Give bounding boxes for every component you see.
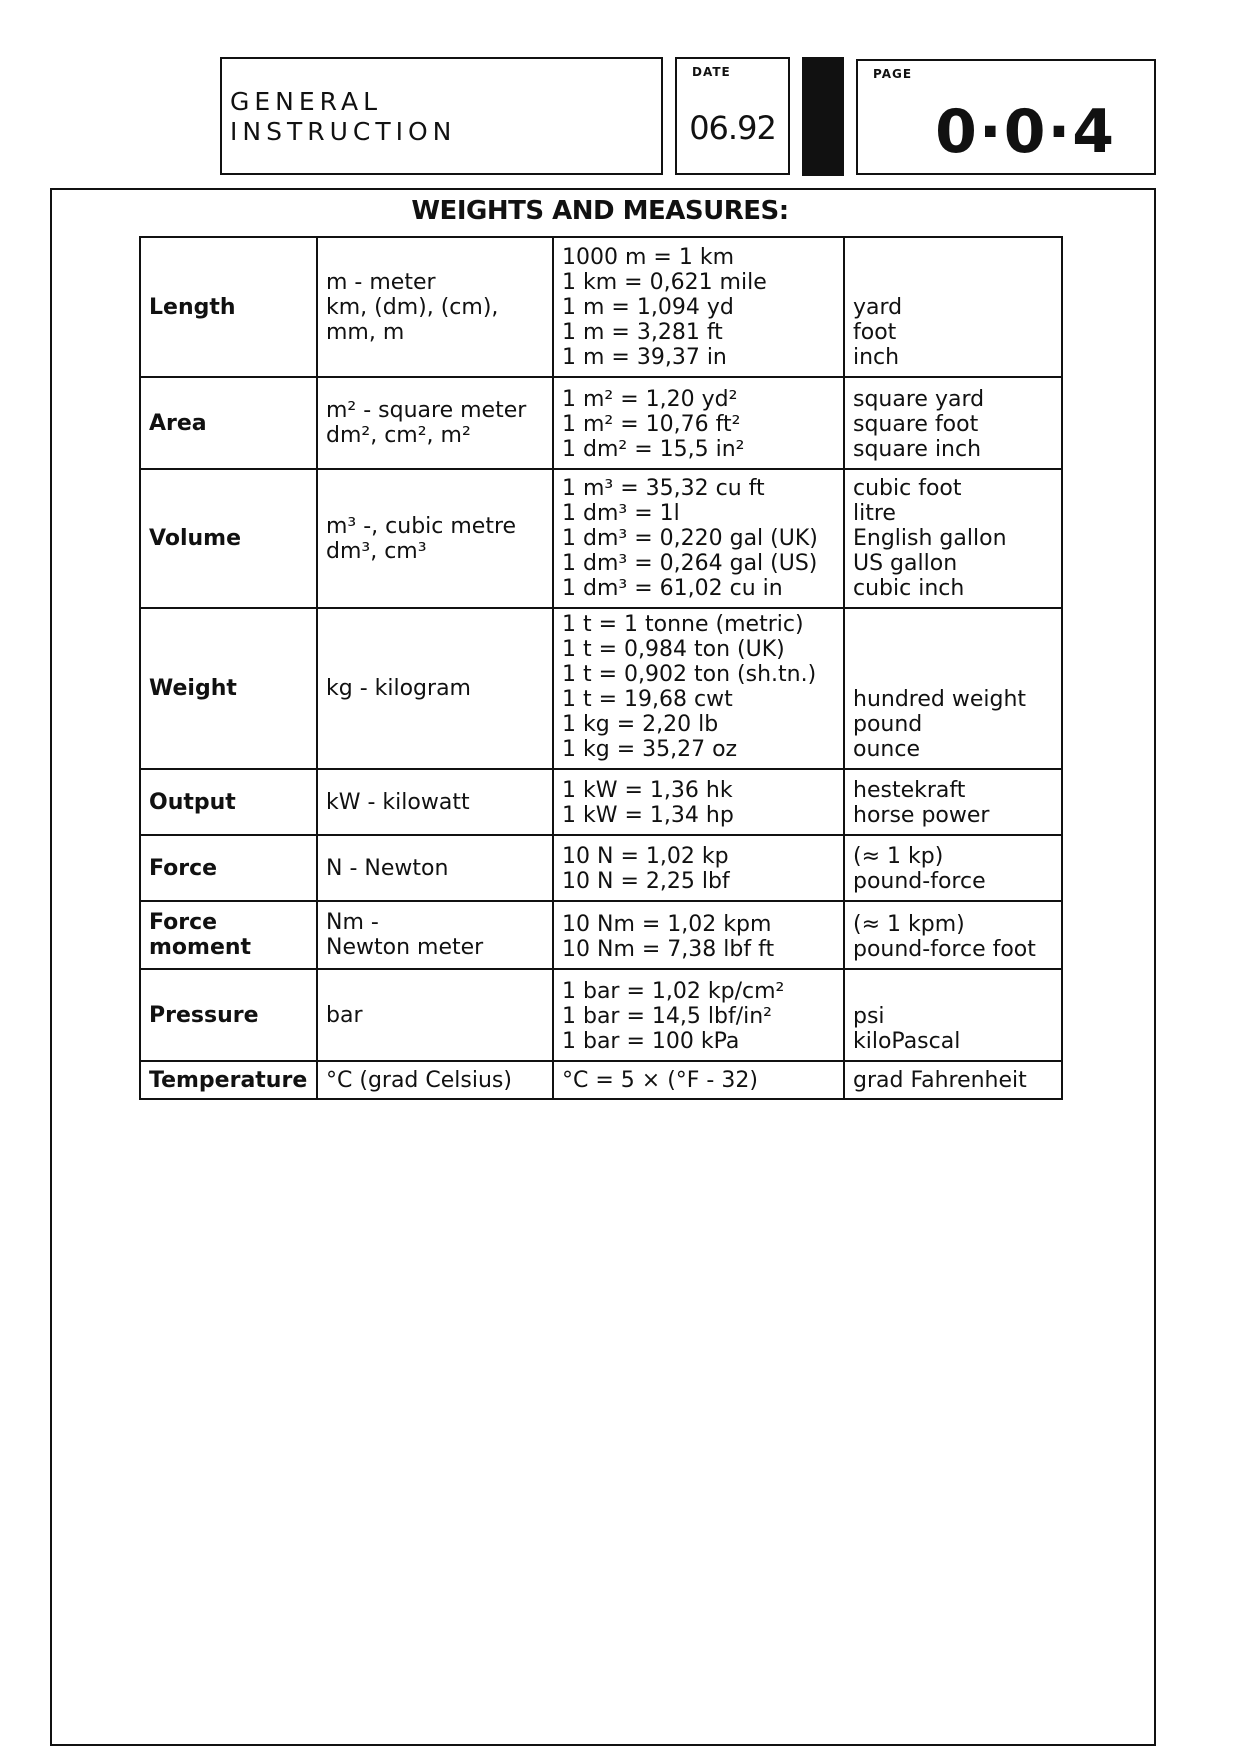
category-cell: Area: [140, 377, 317, 469]
conversion-cell: °C = 5 × (°F - 32): [553, 1061, 844, 1099]
conversion-cell: 1 bar = 1,02 kp/cm² 1 bar = 14,5 lbf/in² 1 bar = 100 kPa: [553, 969, 844, 1061]
table-row: [140, 1061, 1062, 1099]
page-number: 0·0·4: [935, 97, 1116, 167]
category-cell: Length: [140, 237, 317, 377]
category-cell: Weight: [140, 608, 317, 769]
english-unit-cell: yard foot inch: [844, 237, 1062, 377]
page-label: PAGE: [873, 67, 913, 81]
page-box: [856, 59, 1156, 175]
weights-measures-table: [139, 236, 1063, 1100]
table-row: [140, 469, 1062, 608]
si-unit-cell: kW - kilowatt: [317, 769, 553, 835]
si-unit-cell: m³ -, cubic metre dm³, cm³: [317, 469, 553, 608]
si-unit-cell: kg - kilogram: [317, 608, 553, 769]
conversion-cell: 1 m³ = 35,32 cu ft 1 dm³ = 1l 1 dm³ = 0,220 gal (UK) 1 dm³ = 0,264 gal (US) 1 dm³ = 61,02 cu in: [553, 469, 844, 608]
section-title: WEIGHTS AND MEASURES:: [411, 196, 789, 226]
date-value: 06.92: [689, 109, 776, 147]
conversion-cell: 10 Nm = 1,02 kpm 10 Nm = 7,38 lbf ft: [553, 901, 844, 969]
category-cell: Force: [140, 835, 317, 901]
si-unit-cell: bar: [317, 969, 553, 1061]
category-cell: Force moment: [140, 901, 317, 969]
si-unit-cell: °C (grad Celsius): [317, 1061, 553, 1099]
conversion-cell: 1 kW = 1,36 hk 1 kW = 1,34 hp: [553, 769, 844, 835]
si-unit-cell: N - Newton: [317, 835, 553, 901]
english-unit-cell: hestekraft horse power: [844, 769, 1062, 835]
category-cell: Temperature: [140, 1061, 317, 1099]
english-unit-cell: psi kiloPascal: [844, 969, 1062, 1061]
conversion-cell: 10 N = 1,02 kp 10 N = 2,25 lbf: [553, 835, 844, 901]
table-row: [140, 237, 1062, 377]
conversion-cell: 1000 m = 1 km 1 km = 0,621 mile 1 m = 1,094 yd 1 m = 3,281 ft 1 m = 39,37 in: [553, 237, 844, 377]
table-row: [140, 608, 1062, 769]
title-line-1: GENERAL: [230, 87, 383, 116]
title-line-2: INSTRUCTION: [230, 117, 457, 146]
english-unit-cell: (≈ 1 kp) pound-force: [844, 835, 1062, 901]
title-box: [220, 57, 663, 175]
black-marker: [802, 87, 844, 117]
category-cell: Output: [140, 769, 317, 835]
date-label: DATE: [692, 65, 731, 79]
black-marker: [802, 117, 844, 147]
date-box: [675, 57, 790, 175]
table-row: [140, 901, 1062, 969]
conversion-cell: 1 t = 1 tonne (metric) 1 t = 0,984 ton (UK) 1 t = 0,902 ton (sh.tn.) 1 t = 19,68 cwt 1 kg = 2,20 lb 1 kg = 35,27 oz: [553, 608, 844, 769]
category-cell: Volume: [140, 469, 317, 608]
si-unit-cell: m² - square meter dm², cm², m²: [317, 377, 553, 469]
english-unit-cell: grad Fahrenheit: [844, 1061, 1062, 1099]
black-marker: [802, 146, 844, 176]
english-unit-cell: (≈ 1 kpm) pound-force foot: [844, 901, 1062, 969]
table-row: [140, 377, 1062, 469]
table-row: [140, 769, 1062, 835]
si-unit-cell: Nm - Newton meter: [317, 901, 553, 969]
english-unit-cell: cubic foot litre English gallon US gallon cubic inch: [844, 469, 1062, 608]
table-row: [140, 969, 1062, 1061]
black-marker: [802, 57, 844, 87]
si-unit-cell: m - meter km, (dm), (cm), mm, m: [317, 237, 553, 377]
table-row: [140, 835, 1062, 901]
category-cell: Pressure: [140, 969, 317, 1061]
conversion-cell: 1 m² = 1,20 yd² 1 m² = 10,76 ft² 1 dm² = 15,5 in²: [553, 377, 844, 469]
english-unit-cell: hundred weight pound ounce: [844, 608, 1062, 769]
english-unit-cell: square yard square foot square inch: [844, 377, 1062, 469]
